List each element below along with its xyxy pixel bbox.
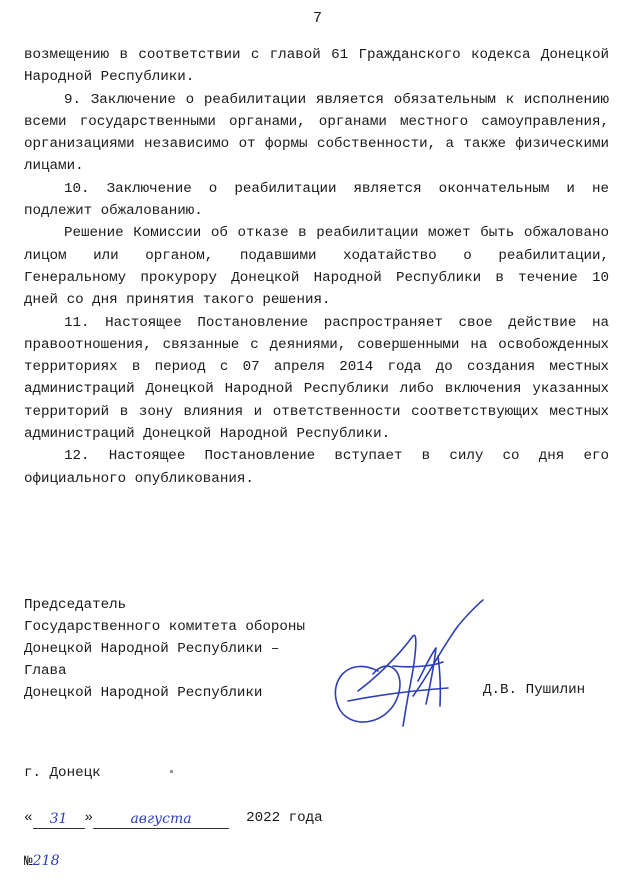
ink-speck — [170, 770, 173, 773]
date-close-quote: » — [84, 810, 94, 826]
number-prefix: № — [24, 854, 33, 870]
signatory-line: Донецкой Народной Республики — [24, 685, 263, 701]
date-day-field — [33, 811, 85, 829]
date-month: августа — [130, 811, 192, 827]
date-day: 31 — [49, 811, 68, 827]
paragraph-12: 12. Настоящее Постановление вступает в силу со дня его официального опубликования. — [24, 448, 609, 487]
number-value: 218 — [32, 853, 60, 869]
signatory-title — [24, 594, 305, 704]
paragraph-8-continuation: возмещению в соответствии с главой 61 Гражданского кодекса Донецкой Народной Республики. — [24, 47, 609, 86]
paragraph-10: 10. Заключение о реабилитации является окончательным и не подлежит обжалованию. — [24, 180, 609, 220]
signatory-line: Государственного комитета обороны — [24, 619, 305, 635]
signatory-line: Председатель — [24, 597, 127, 613]
paragraph-11: 11. Настоящее Постановление распространяет свое действие на правоотношения, связанные с деяниями, совершенными на освобожденных территориях в период с 07 апреля 2014 года до создания местных администраций Донецкой Народной Республики либо включения указанных территорий в зону влияния и ответственности соответствующих местных администраций Донецкой Народной Республики. — [24, 314, 609, 443]
date-line — [24, 809, 323, 827]
page-number: 7 — [312, 10, 322, 27]
paragraph-appeal: Решение Комиссии об отказе в реабилитации может быть обжаловано лицом или органом, подавшими ходатайство о реабилитации, Генеральному прокурору Донецкой Народной Республики в течение 10 дней со дня принятия такого решения. — [24, 225, 609, 309]
paragraph-9: 9. Заключение о реабилитации является обязательным к исполнению всеми государственными органами, органами местного самоуправления, организациями независимо от формы собственности, а также физическими лицами. — [24, 91, 609, 175]
document-body — [24, 44, 609, 490]
date-month-field — [93, 811, 229, 829]
date-open-quote: « — [24, 810, 33, 826]
signatory-name: Д.В. Пушилин — [483, 682, 586, 698]
handwritten-signature — [318, 596, 488, 736]
document-number — [24, 853, 60, 870]
date-year: 2022 года — [246, 810, 323, 826]
city: г. Донецк — [24, 765, 101, 781]
signatory-line: Глава — [24, 663, 67, 679]
signatory-line: Донецкой Народной Республики – — [24, 641, 280, 657]
